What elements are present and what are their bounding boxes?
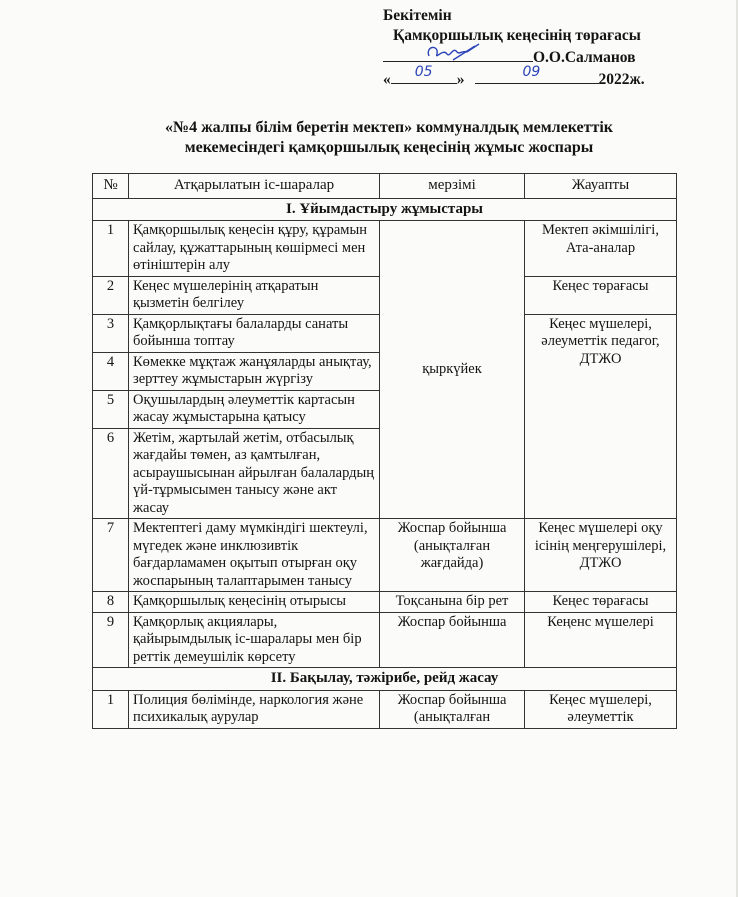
row-activity: Жетім, жартылай жетім, отбасылық жағдайы төмен, аз қамтылған, асыраушысынан айрылған балалардың үй-тұрмысымен танысу және акт жасау: [129, 428, 380, 519]
row-responsible: Кеңес мүшелері, әлеуметтік: [525, 690, 677, 728]
date-close-quote: »: [456, 71, 465, 88]
document-title: [0, 118, 738, 158]
row-activity: Кеңес мүшелерінің атқаратын қызметін белгілеу: [129, 276, 380, 314]
row-num: 9: [93, 612, 129, 668]
row-responsible: Мектеп әкімшілігі, Ата-аналар: [525, 221, 677, 277]
title-line-1: «№4 жалпы білім беретін мектеп» коммуналдық мемлекеттік: [164, 119, 613, 136]
row-num: 8: [93, 592, 129, 613]
table-row: [93, 612, 677, 668]
day-line: [391, 64, 457, 84]
signature-line: [383, 46, 533, 62]
title-line-2: мекемесіндегі қамқоршылық кеңесінің жұмыс жоспары: [184, 139, 594, 156]
row-num: 1: [93, 221, 129, 277]
table-row: [93, 690, 677, 728]
row-activity: Қамқоршылық кеңесінің отырысы: [129, 592, 380, 613]
approval-title: Бекітемін: [383, 7, 452, 24]
term-september: қыркүйек: [380, 221, 525, 519]
header-activity: Атқарылатын іс-шаралар: [129, 174, 380, 199]
row-num: 4: [93, 352, 129, 390]
row-activity: Полиция бөлімінде, наркология және психикалық аурулар: [129, 690, 380, 728]
row-term: Тоқсанына бір рет: [380, 592, 525, 613]
row-term: Жоспар бойынша (анықталған: [380, 690, 525, 728]
plan-table: [92, 173, 677, 729]
row-term: Жоспар бойынша: [380, 612, 525, 668]
header-num: №: [93, 174, 129, 199]
section-1-title: I. Ұйымдастыру жұмыстары: [93, 198, 677, 221]
row-num: 7: [93, 519, 129, 592]
row-num: 1: [93, 690, 129, 728]
table-row: [93, 221, 677, 277]
section-row: [93, 198, 677, 221]
section-row: [93, 668, 677, 691]
row-activity: Мектептегі даму мүмкіндігі шектеулі, мүгедек және инклюзивтік бағдарламамен оқытып отырған оқу жоспарының талаптарымен танысу: [129, 519, 380, 592]
header-term: мерзімі: [380, 174, 525, 199]
approval-position: Қамқоршылық кеңесінің төрағасы: [393, 27, 641, 44]
row-responsible: Кеңенс мүшелері: [525, 612, 677, 668]
row-responsible: Кеңес төрағасы: [525, 592, 677, 613]
row-activity: Оқушылардың әлеуметтік картасын жасау жұмыстарына қатысу: [129, 390, 380, 428]
row-activity: Көмекке мұқтаж жанұяларды анықтау, зерттеу жұмыстарын жүргізу: [129, 352, 380, 390]
row-activity: Қамқорлық акциялары, қайырымдылық іс-шаралары мен бір реттік демеушілік көрсету: [129, 612, 380, 668]
row-activity: Қамқорлықтағы балаларды санаты бойынша топтау: [129, 314, 380, 352]
month-line: [475, 64, 599, 84]
row-activity: Қамқоршылық кеңесін құру, құрамын сайлау, құжаттарының көшірмесі мен өтініштерін алу: [129, 221, 380, 277]
table-row: [93, 592, 677, 613]
date-open-quote: «: [383, 71, 391, 88]
row-term: Жоспар бойынша (анықталған жағдайда): [380, 519, 525, 592]
approval-date: [383, 64, 713, 90]
header-responsible: Жауапты: [525, 174, 677, 199]
row-num: 5: [93, 390, 129, 428]
date-year: 2022ж.: [598, 71, 645, 88]
row-num: 2: [93, 276, 129, 314]
date-month: 09: [522, 64, 541, 80]
table-row: [93, 519, 677, 592]
row-num: 3: [93, 314, 129, 352]
date-day: 05: [414, 64, 433, 80]
row-responsible: Кеңес төрағасы: [525, 276, 677, 314]
approval-name: О.О.Салманов: [533, 49, 636, 66]
approval-block: [383, 6, 713, 90]
row-responsible: Кеңес мүшелері оқу ісінің меңгерушілері, ДТЖО: [525, 519, 677, 592]
section-2-title: II. Бақылау, тәжірибе, рейд жасау: [93, 668, 677, 691]
table-header-row: [93, 174, 677, 199]
row-num: 6: [93, 428, 129, 519]
row-responsible: Кеңес мүшелері, әлеуметтік педагог, ДТЖО: [525, 314, 677, 519]
